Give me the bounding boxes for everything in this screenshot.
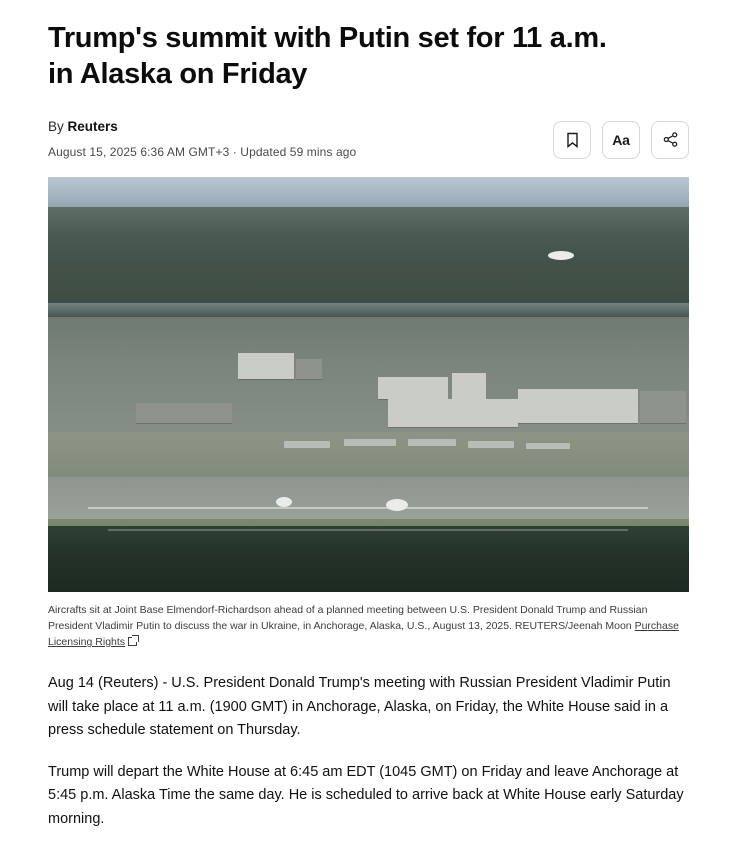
- share-button[interactable]: [651, 121, 689, 159]
- bookmark-icon: [566, 132, 579, 148]
- article-paragraph: Aug 14 (Reuters) - U.S. President Donald Trump's meeting with Russian President Vladimir Putin will take place at 11 a.m. (1900 GMT) in Anchorage, Alaska, on Friday, the White House said in a press schedule statement on Thursday.: [48, 675, 671, 739]
- photo-aircraft: [284, 441, 330, 448]
- byline-author[interactable]: Reuters: [67, 118, 118, 134]
- text-size-button[interactable]: [602, 121, 640, 159]
- article-figure: [48, 177, 689, 651]
- byline-prefix: By: [48, 118, 64, 134]
- photo-building: [452, 373, 486, 399]
- photo-aircraft: [526, 443, 570, 449]
- photo-white-object: [276, 497, 292, 507]
- photo-caption: [48, 602, 689, 651]
- text-size-label: Aa: [612, 131, 630, 148]
- article-paragraph: Trump will depart the White House at 6:45 am EDT (1045 GMT) on Friday and leave Anchorage at 5:45 p.m. Alaska Time the same day. He is scheduled to arrive back at White House early Saturday morning.: [48, 763, 684, 827]
- purchase-licensing-rights-link[interactable]: Purchase Licensing Rights: [48, 619, 679, 649]
- article-photo: [48, 177, 689, 592]
- photo-building: [296, 359, 322, 379]
- external-link-icon: [128, 637, 137, 646]
- article-actions: [553, 121, 689, 159]
- photo-building: [378, 377, 448, 399]
- photo-runway-marking: [108, 529, 628, 531]
- photo-aircraft: [468, 441, 514, 448]
- photo-white-object: [386, 499, 408, 511]
- photo-building: [238, 353, 294, 379]
- bookmark-button[interactable]: [553, 121, 591, 159]
- photo-aircraft: [408, 439, 456, 446]
- photo-foreground-trees: [48, 526, 689, 592]
- page-title: Trump's summit with Putin set for 11 a.m. in Alaska on Friday: [48, 22, 607, 91]
- article-body: [48, 672, 689, 831]
- photo-runway-marking: [88, 507, 648, 509]
- photo-building: [388, 399, 518, 427]
- byline: [48, 119, 356, 134]
- timestamp: August 15, 2025 6:36 AM GMT+3 · Updated 59 mins ago: [48, 144, 357, 159]
- photo-building: [640, 391, 686, 423]
- photo-white-object: [548, 251, 574, 260]
- share-icon: [663, 132, 678, 147]
- byline-block: [48, 119, 356, 159]
- byline-row: [48, 119, 689, 159]
- caption-text: Aircrafts sit at Joint Base Elmendorf-Richardson ahead of a planned meeting between U.S. President Donald Trump and Russian President Vladimir Putin to discuss the war in Ukraine, in Anchorage, Alaska, U.S., August 13, 2025. REUTERS/Jeenah Moon: [48, 603, 648, 632]
- photo-building: [136, 403, 232, 423]
- photo-apron: [48, 477, 689, 525]
- photo-building: [518, 389, 638, 423]
- photo-aircraft: [344, 439, 396, 446]
